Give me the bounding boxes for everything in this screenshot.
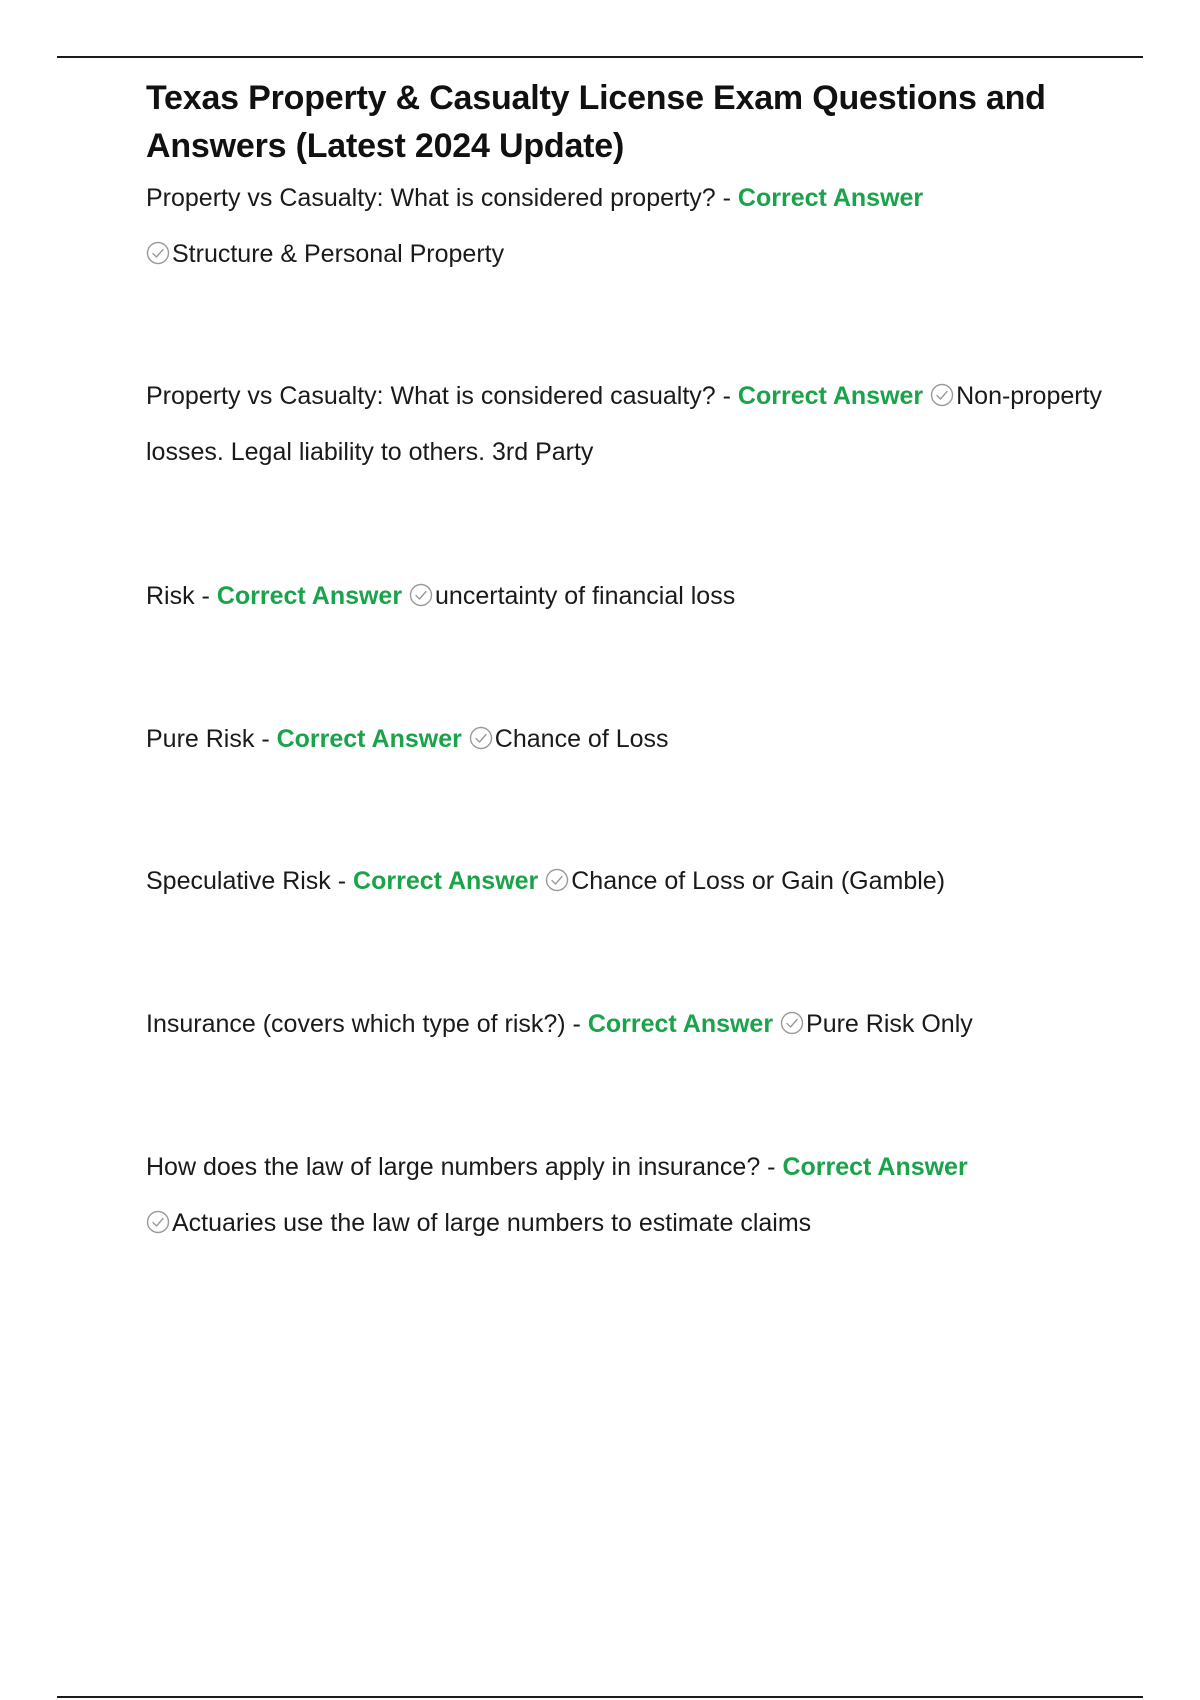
answer-text: uncertainty of financial loss	[435, 582, 736, 610]
question-text: How does the law of large numbers apply in insurance?	[146, 1153, 761, 1181]
answer-text: Structure & Personal Property	[172, 240, 505, 268]
correct-answer-label: Correct Answer	[353, 867, 539, 895]
answer-text: Chance of Loss	[494, 725, 669, 753]
page-title: Texas Property & Casualty License Exam Questions and Answers (Latest 2024 Update)	[146, 79, 1046, 165]
correct-answer-label: Correct Answer	[216, 582, 403, 610]
correct-answer-label: Correct Answer	[737, 184, 924, 212]
separator: -	[330, 867, 354, 895]
qa-item-4	[146, 711, 1106, 767]
answer-text: Non-property losses. Legal liability to others. 3rd Party	[146, 382, 1103, 466]
question-text: Insurance (covers which type of risk?)	[146, 1010, 566, 1038]
answer-text: Actuaries use the law of large numbers to estimate claims	[172, 1209, 812, 1237]
check-circle-icon	[146, 241, 170, 265]
separator: -	[760, 1153, 783, 1181]
check-circle-icon	[469, 726, 493, 750]
check-circle-icon	[409, 583, 433, 607]
top-divider	[57, 56, 1143, 58]
separator: -	[254, 725, 277, 753]
qa-item-6	[146, 996, 1106, 1052]
answer-text: Chance of Loss or Gain (Gamble)	[571, 867, 946, 895]
bottom-divider	[57, 1696, 1143, 1698]
document-body	[146, 74, 1106, 1237]
question-text: Pure Risk	[146, 725, 255, 753]
question-text: Property vs Casualty: What is considered casualty?	[146, 382, 716, 410]
qa-item-7	[146, 1139, 1106, 1251]
qa-item-1	[146, 170, 1106, 282]
answer-text: Pure Risk Only	[806, 1010, 973, 1038]
correct-answer-label: Correct Answer	[276, 725, 462, 753]
check-circle-icon	[545, 868, 569, 892]
qa-item-5	[146, 853, 1106, 909]
separator: -	[715, 184, 738, 212]
question-text: Risk	[146, 582, 195, 610]
correct-answer-label: Correct Answer	[782, 1153, 968, 1181]
separator: -	[715, 382, 738, 410]
check-circle-icon	[930, 383, 954, 407]
qa-item-3	[146, 568, 1106, 624]
separator: -	[565, 1010, 588, 1038]
qa-item-2	[146, 368, 1106, 480]
question-text: Property vs Casualty: What is considered property?	[146, 184, 716, 212]
separator: -	[194, 582, 217, 610]
question-text: Speculative Risk	[146, 867, 331, 895]
correct-answer-label: Correct Answer	[737, 382, 924, 410]
check-circle-icon	[146, 1210, 170, 1234]
check-circle-icon	[780, 1011, 804, 1035]
correct-answer-label: Correct Answer	[587, 1010, 774, 1038]
